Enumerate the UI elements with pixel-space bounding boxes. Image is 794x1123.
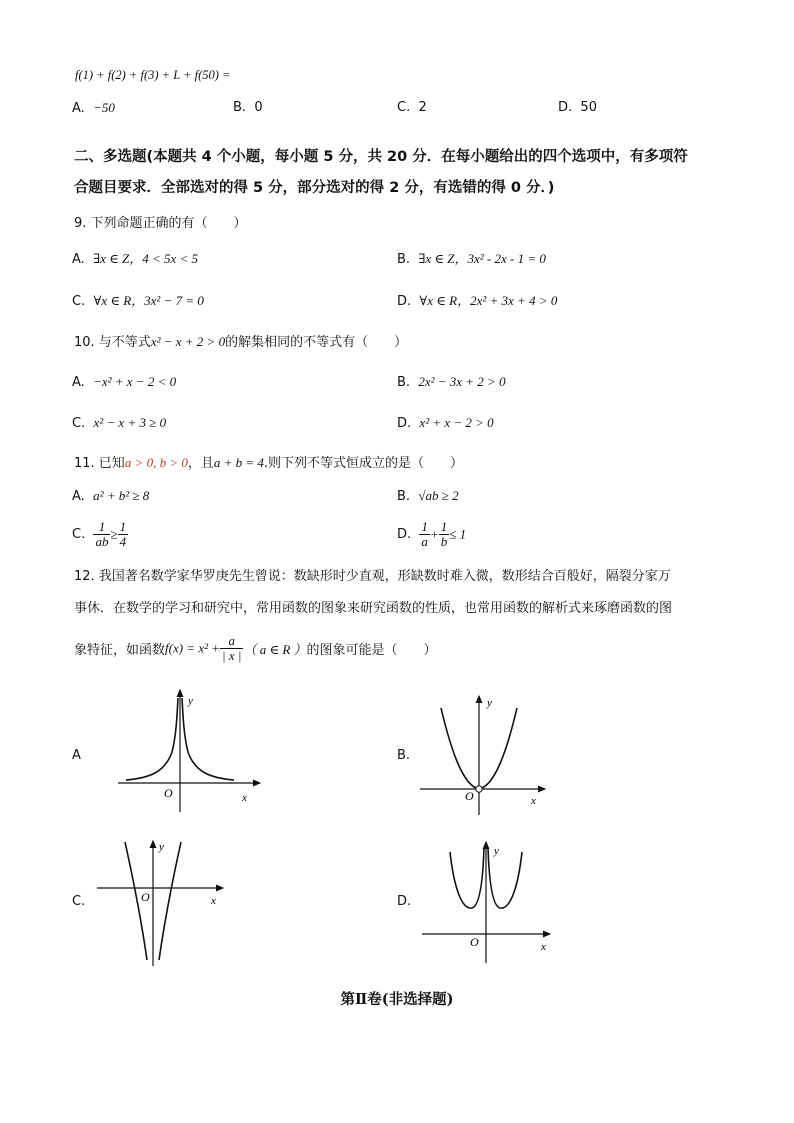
graph-b[interactable] [415, 690, 555, 818]
q10-stem: 10. 与不等式x² − x + 2 > 0的解集相同的不等式有（ ） [74, 334, 408, 350]
fraction-1-over-a: $\frac{1}{a}$ [421, 519, 428, 549]
x-label: x [211, 895, 216, 907]
q8-option-c[interactable]: C. 2 [397, 100, 427, 115]
origin-label: O [470, 935, 479, 949]
section-header-line2: 合题目要求．全部选对的得 5 分，部分选对的得 2 分，有选错的得 0 分．) [74, 180, 555, 196]
graph-c[interactable] [95, 838, 230, 968]
curve-right [488, 848, 522, 908]
section-header-line1: 二、多选题(本题共 4 个小题，每小题 5 分，共 20 分．在每小题给出的四个选项中，有多项符 [74, 149, 688, 165]
x-label: x [541, 941, 546, 953]
q11-stem: 11. 已知a > 0, b > 0，且a + b = 4.则下列不等式恒成立的是（ ） [74, 455, 464, 471]
graph-d-label[interactable]: D. [397, 894, 412, 909]
fraction-1-over-b: $\frac{1}{b}$ [440, 519, 448, 549]
graph-a-label[interactable]: A [72, 748, 81, 763]
q10-option-b[interactable]: B. 2x² − 3x + 2 > 0 [397, 374, 506, 390]
graph-b-label[interactable]: B. [397, 748, 411, 763]
y-label: y [494, 845, 499, 857]
q9-option-d[interactable]: D. ∀x ∈ R，2x² + 3x + 4 > 0 [397, 293, 558, 309]
y-label: y [188, 695, 193, 707]
graph-d[interactable] [420, 838, 555, 968]
y-label: y [487, 697, 492, 709]
part2-title: 第Ⅱ卷(非选择题) [340, 991, 454, 1008]
fraction-a-over-abs-x: $\frac{a}{| x |}$ [222, 633, 242, 663]
q8-option-d[interactable]: D. 50 [558, 100, 597, 115]
q10-option-d[interactable]: D. x² + x − 2 > 0 [397, 415, 494, 431]
curve-left [450, 848, 484, 908]
sum-expression: f(1) + f(2) + f(3) + L + f(50) = [75, 68, 231, 82]
q9-option-c[interactable]: C. ∀x ∈ R，3x² − 7 = 0 [72, 293, 204, 309]
q11-option-a[interactable]: A. a² + b² ≥ 8 [72, 488, 150, 504]
curve-left [126, 698, 178, 780]
fraction-1-over-4: $\frac{1}{4}$ [119, 519, 127, 549]
q11-option-c[interactable]: C. $\frac{1}{ab}$ ≥ $\frac{1}{4}$ [72, 519, 127, 549]
q12-line3: 象特征，如函数f(x) = x² + $\frac{a}{| x |}$ （ a ∈ R ）的图象可能是（ ） [74, 633, 437, 663]
curve-right [159, 842, 181, 960]
q10-option-a[interactable]: A. −x² + x − 2 < 0 [72, 374, 177, 390]
graph-a[interactable] [110, 682, 270, 817]
fraction-1-over-ab: $\frac{1}{ab}$ [95, 519, 109, 549]
q12-line1: 12. 我国著名数学家华罗庚先生曾说：数缺形时少直观，形缺数时难入微，数形结合百般好，隔裂分家万 [74, 569, 671, 584]
q9-stem: 9. 下列命题正确的有（ ） [74, 216, 247, 231]
q10-option-c[interactable]: C. x² − x + 3 ≥ 0 [72, 415, 167, 431]
x-label: x [531, 795, 536, 807]
q11-option-d[interactable]: D. $\frac{1}{a}$ + $\frac{1}{b}$ ≤ 1 [397, 519, 467, 549]
q11-option-b[interactable]: B. √ab ≥ 2 [397, 488, 459, 504]
origin-label: O [141, 890, 150, 904]
origin-label: O [164, 786, 173, 800]
q9-option-a[interactable]: A. ∃x ∈ Z，4 < 5x < 5 [72, 251, 199, 267]
q8-option-b[interactable]: B. 0 [233, 100, 263, 115]
q8-option-a[interactable]: A. −50 [72, 100, 115, 116]
y-label: y [159, 841, 164, 853]
curve-right [182, 698, 234, 780]
q11-condition: a > 0, b > 0 [124, 455, 188, 470]
graph-c-label[interactable]: C. [72, 894, 86, 909]
q9-option-b[interactable]: B. ∃x ∈ Z，3x² - 2x - 1 = 0 [397, 251, 546, 267]
origin-label: O [465, 789, 474, 803]
q12-line2: 事休．在数学的学习和研究中，常用函数的图象来研究函数的性质，也常用函数的解析式来琢磨函数的图 [74, 601, 673, 616]
x-label: x [242, 792, 247, 804]
open-point [476, 786, 482, 792]
